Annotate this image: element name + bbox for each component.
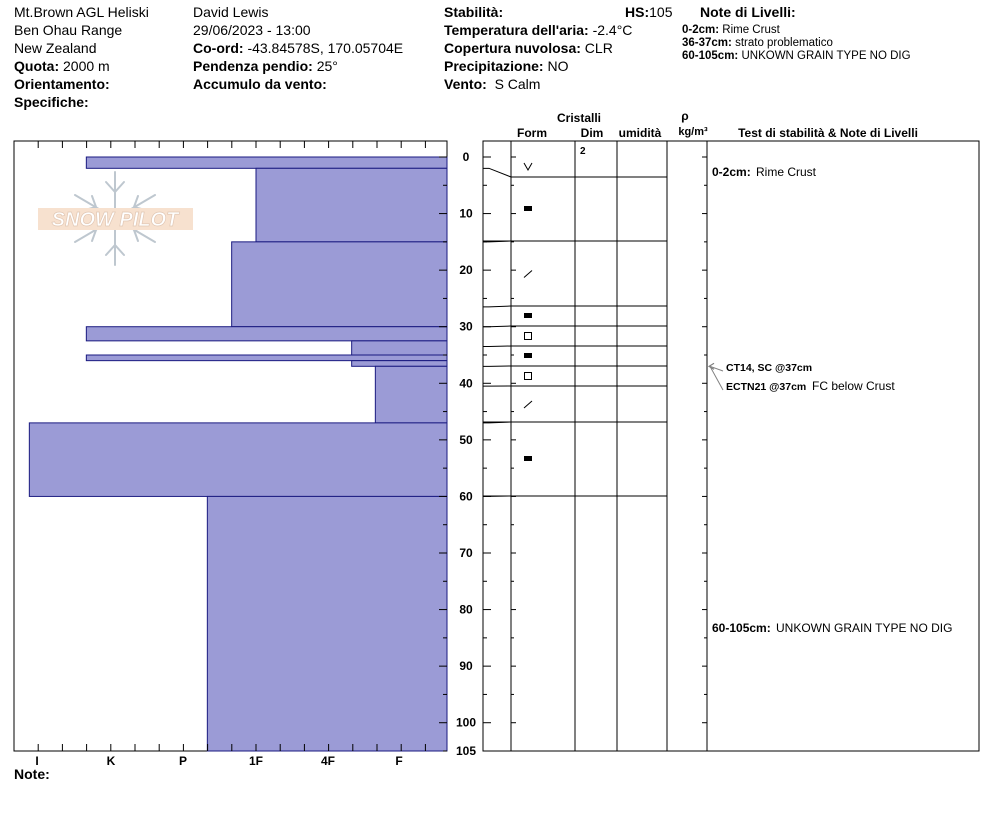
- stability-test-2: ECTN21 @37cm: [726, 381, 807, 393]
- hardness-layer-10: [207, 496, 447, 751]
- crystal-size-1: 2: [580, 146, 586, 157]
- layer-comment-range-2: 60-105cm:: [712, 621, 771, 635]
- crystal-depth-connector-3: [483, 306, 511, 307]
- layer-note-3: 60-105cm: UNKOWN GRAIN TYPE NO DIG: [682, 50, 911, 62]
- aspect-label: Orientamento:: [14, 76, 110, 92]
- layer-note-2: 36-37cm: strato problematico: [682, 37, 833, 49]
- logo-text: SNOW PILOT: [51, 209, 179, 231]
- melt-freeze-crust-icon: [524, 456, 532, 461]
- table-frame: [483, 141, 979, 751]
- wind-value: S Calm: [494, 76, 541, 92]
- header-size: Dim: [580, 126, 604, 140]
- depth-label-20: 20: [459, 263, 473, 278]
- crystal-depth-connector-5: [483, 346, 511, 347]
- crystal-depth-connector-4: [483, 326, 511, 327]
- layer-note-1: 0-2cm: Rime Crust: [682, 24, 780, 36]
- stability-test-1: CT14, SC @37cm: [726, 362, 813, 374]
- precipitation-particle-icon: [524, 271, 532, 278]
- hardness-label-f: F: [395, 754, 403, 768]
- hardness-label-4f: 4F: [320, 754, 336, 768]
- hardness-layer-1: [86, 157, 447, 168]
- header-crystals: Cristalli: [556, 111, 602, 125]
- depth-label-60: 60: [459, 489, 473, 504]
- hardness-layer-2: [256, 168, 447, 242]
- header-density-unit: kg/m³: [678, 126, 708, 138]
- depth-label-40: 40: [459, 376, 473, 391]
- depth-label-30: 30: [459, 319, 473, 334]
- cloud-label: Copertura nuvolosa:: [444, 40, 581, 56]
- elevation-value: 2000 m: [63, 58, 110, 74]
- specifics-label: Specifiche:: [14, 94, 89, 110]
- layer-comment-range-1: 0-2cm:: [712, 165, 751, 179]
- hs-label: HS:: [625, 4, 650, 20]
- header-tests: Test di stabilità & Note di Livelli: [738, 126, 918, 140]
- header-moisture: umidità: [618, 126, 662, 140]
- depth-label-70: 70: [459, 546, 473, 560]
- coord-value: -43.84578S, 170.05704E: [247, 40, 404, 56]
- location-line-3: New Zealand: [14, 40, 97, 56]
- depth-label-80: 80: [459, 602, 473, 617]
- surface-hoar-icon: [524, 163, 532, 170]
- layer-notes-title: Note di Livelli:: [700, 4, 796, 20]
- air-temp-value: -2.4°C: [592, 22, 633, 38]
- depth-label-100: 100: [455, 715, 477, 730]
- snowpilot-logo: [38, 172, 193, 265]
- hardness-layer-6: [86, 355, 447, 361]
- stability-test-note-2: FC below Crust: [812, 379, 895, 393]
- faceted-crystal-icon: [525, 333, 532, 340]
- slope-label: Pendenza pendio:: [193, 58, 313, 74]
- hardness-label-k: K: [106, 754, 116, 768]
- depth-label-0: 0: [462, 150, 470, 164]
- elevation-label: Quota:: [14, 58, 60, 74]
- header-rho: ρ: [681, 109, 689, 123]
- depth-label-105: 105: [455, 744, 477, 758]
- hardness-layer-4: [86, 327, 447, 341]
- depth-label-10: 10: [459, 206, 473, 221]
- hs-value: 105: [649, 4, 673, 20]
- melt-freeze-crust-icon: [524, 206, 532, 211]
- layer-comment-text-2: UNKOWN GRAIN TYPE NO DIG: [776, 621, 953, 635]
- stability-label: Stabilità:: [444, 4, 504, 20]
- coord-label: Co-ord:: [193, 40, 244, 56]
- precipitation-particle-icon: [524, 401, 532, 408]
- crystal-depth-connector-1: [483, 168, 511, 177]
- hardness-layer-7: [352, 361, 447, 367]
- location-line-1: Mt.Brown AGL Heliski: [14, 4, 149, 20]
- note-label: Note:: [14, 766, 50, 782]
- precip-label: Precipitazione:: [444, 58, 544, 74]
- faceted-crystal-icon: [525, 373, 532, 380]
- hardness-profile: [14, 141, 476, 768]
- hardness-label-i: I: [35, 754, 39, 768]
- hardness-layer-5: [352, 341, 447, 355]
- wind-loading-label: Accumulo da vento:: [193, 76, 327, 92]
- melt-freeze-crust-icon: [524, 353, 532, 358]
- depth-label-50: 50: [459, 432, 473, 447]
- precip-value: NO: [547, 58, 569, 74]
- observer-name: David Lewis: [193, 4, 269, 20]
- observation-datetime: 29/06/2023 - 13:00: [193, 22, 311, 38]
- hardness-layer-8: [375, 366, 447, 423]
- hardness-label-1f: 1F: [248, 754, 264, 768]
- hardness-label-p: P: [178, 754, 188, 768]
- melt-freeze-crust-icon: [524, 313, 532, 318]
- cloud-value: CLR: [584, 40, 613, 56]
- header-form: Form: [517, 126, 547, 140]
- wind-label: Vento:: [444, 76, 487, 92]
- crystal-table: [483, 109, 979, 751]
- hardness-layer-9: [29, 423, 447, 497]
- layer-comment-text-1: Rime Crust: [756, 165, 817, 179]
- air-temp-label: Temperatura dell'aria:: [444, 22, 589, 38]
- hardness-layer-3: [232, 242, 447, 327]
- slope-value: 25°: [316, 58, 338, 74]
- location-line-2: Ben Ohau Range: [14, 22, 123, 38]
- depth-label-90: 90: [459, 659, 473, 674]
